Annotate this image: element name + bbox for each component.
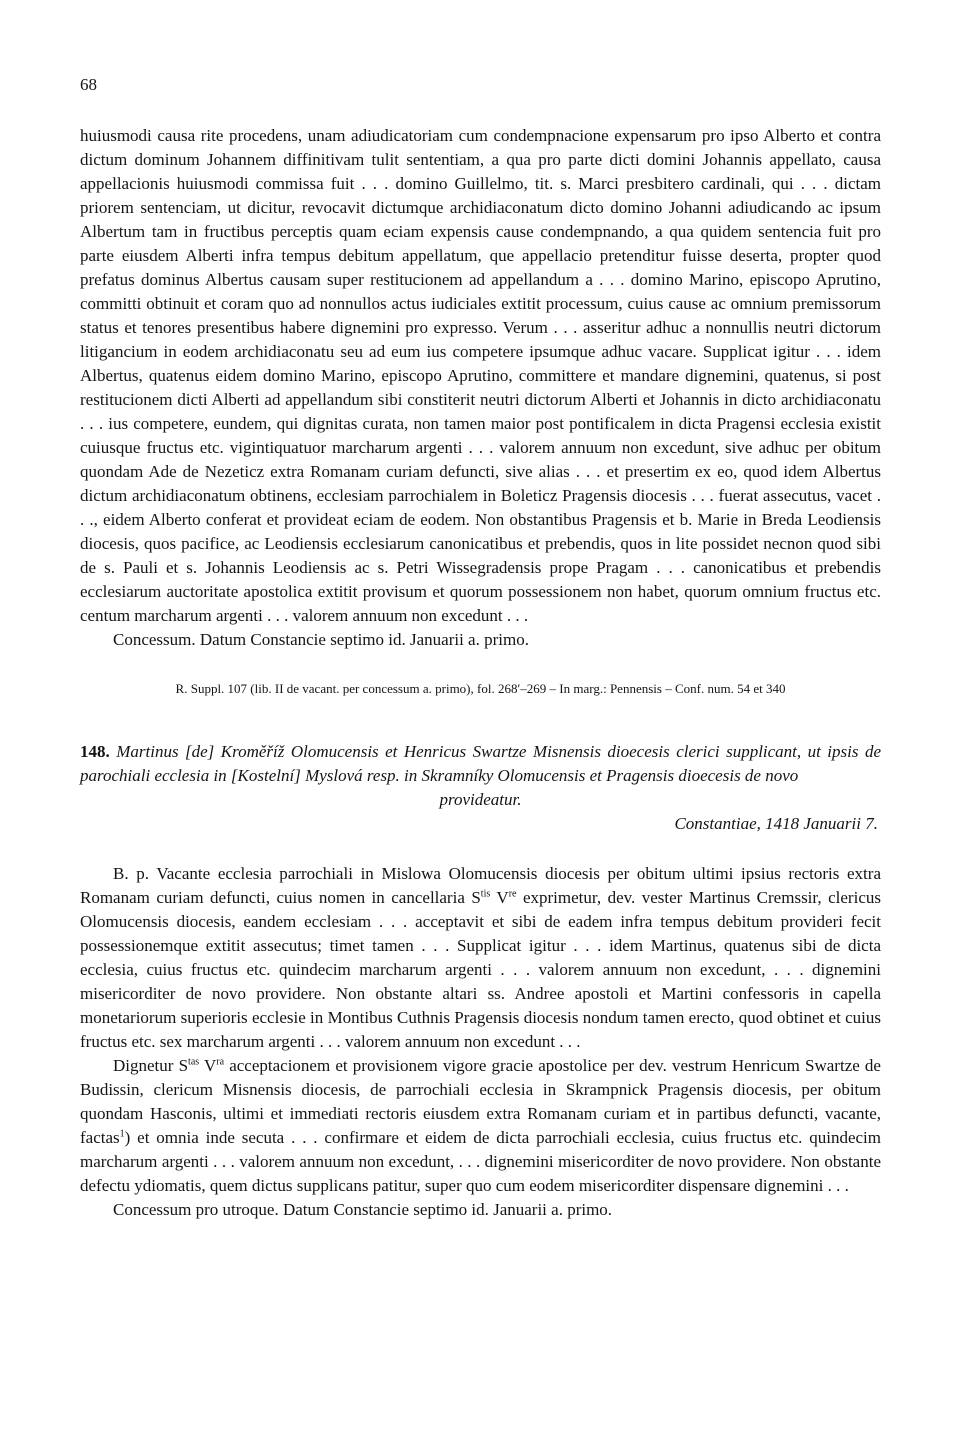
entry-heading [80,740,881,788]
entry-concessum: Concessum pro utroque. Datum Constancie septimo id. Januarii a. primo. [113,1200,613,1219]
source-note: R. Suppl. 107 (lib. II de vacant. per concessum a. primo), fol. 268′–269 – In marg.: Pennensis – Conf. num. 54 et 340 [175,681,786,696]
footnote-marker: 1 [119,1128,125,1140]
entry-paragraph-2-text-a: Dignetur S [113,1056,189,1075]
entry-paragraph-1-text-c: exprimetur, dev. vester Martinus Cremssir, clericus Olomucensis diocesis, eandem ecclesiam . . . acceptavit et sibi de eadem infra tempus debitum provideri fecit possessionemque extitit assecutus; timet tamen . . . Supplicat igitur . . . idem Martinus, quatenus sibi de dicta ecclesia, cuius fructus etc. quindecim marcharum argenti . . . valorem annuum non excedunt, . . . dignemini misericorditer de novo providere. Non obstante altari ss. Andree apostoli et Martini confessoris in capella monetariorum superioris ecclesie in Montibus Cuthnis Pragensis diocesis nondum tamen erecto, quod obtinet et cuius fructus etc. sex marcharum argenti . . . valorem annuum non excedunt . . . [80,888,881,1051]
continuation-paragraph: huiusmodi causa rite procedens, unam adiudicatoriam cum condempnacione expensarum pro ipso Alberto et contra dictum dominum Johannem diffinitivam tulit sententiam, a qua pro parte dicti domini Johannis appellato, causa appellacionis huiusmodi commissa fuit . . . domino Guillelmo, tit. s. Marci presbitero cardinali, qui . . . dictam priorem sentenciam, ut dicitur, revocavit dictumque archidiaconatum dicto domino Johanni adiudicando ac ipsum Albertum tam in fructibus perceptis quam eciam expensis cause condempnando, a qua quidem sentencia fuit pro parte eiusdem Alberti infra tempus debitum appellatum, que appellacio pretenditur fuisse deserta, propter quod prefatus dominus Albertus causam super restitucionem ad appellandum a . . . domino Marino, episcopo Aprutino, committi obtinuit et coram quo ad nonnullos actus iudiciales extitit processum, cuius cause ac omnium premissorum status et tenores presentibus habere dignemini pro expresso. Verum . . . asseritur adhuc a nonnullis neutri dictorum litigancium in eodem archidiaconatu seu ad eum ius competere ipsumque adhuc vacare. Supplicat igitur . . . idem Albertus, quatenus eidem domino Marino, episcopo Aprutino, committere et mandare dignemini, quatenus, si post restitucionem dicti Alberti ad appellandum sibi constiterit neutri dictorum Alberti et Johannis in dicto archidiaconatu . . . ius competere, eundem, qui dignitas curata, non tamen maior post pontificalem in dicta Pragensi ecclesia existit cuiusque fructus etc. vigintiquatuor marcharum argenti . . . valorem annuum non excedunt, sive adhuc per obitum quondam Ade de Nezeticz extra Romanam curiam defuncti, sive alias . . . et presertim ex eo, quod idem Albertus dictum archidiaconatum obtinens, ecclesiam parrochialem in Boleticz Pragensis diocesis . . . fuerat assecutus, vacet . . ., eidem Alberto conferat et provideat eciam de eodem. Non obstantibus Pragensis et b. Marie in Breda Leodiensis diocesis, quos pacifice, ac Leodiensis ecclesiarum canonicatibus et prebendis, quos in lite possidet necnon quod sibi de s. Pauli et s. Johannis Leodiensis ac s. Petri Wissegradensis prope Pragam . . . canonicatibus et prebendis ecclesiarum auctoritate apostolica extitit provisum et quorum possessionem non habet, quorum omnium fructus etc. centum marcharum argenti . . . valorem annuum non excedunt . . . [80,126,881,625]
entry-paragraph-1-text-b: V [490,888,509,907]
continuation-concessum: Concessum. Datum Constancie septimo id. Januarii a. primo. [113,630,529,649]
entry-summary: Martinus [de] Kroměříž Olomucensis et Henricus Swartze Misnensis dioecesis clerici supplicant, ut ipsis de parochiali ecclesia in [Kostelní] Myslová resp. in Skramníky Olomucensis et Pragensis dioecesis de novo [80,742,881,785]
entry-paragraph-1-text-a: B. p. Vacante ecclesia parrochiali in Mislowa Olomucensis diocesis per obitum ultimi ipsius rectoris extra Romanam curiam defuncti, cuius nomen in cancellaria S [80,864,881,907]
document-page [80,75,881,1222]
entry-paragraph-2 [80,1054,881,1198]
superscript: re [508,888,517,900]
superscript: tas [188,1056,200,1068]
superscript: tis [480,888,491,900]
entry-paragraph-1 [80,862,881,1054]
entry-paragraph-2-text-b: V [199,1056,217,1075]
entry-summary-end: provideatur. [439,790,522,809]
page-number: 68 [80,75,97,94]
superscript: ra [216,1056,225,1068]
entry-date: Constantiae, 1418 Januarii 7. [674,814,878,833]
entry-number: 148. [80,742,110,761]
entry-paragraph-2-text-d: ) et omnia inde secuta . . . confirmare et eidem de dicta parrochiali ecclesia, cuius fructus etc. quindecim marcharum argenti . . . valorem annuum non excedunt, . . . dignemini misericorditer de novo providere. Non obstante defectu ydiomatis, quem dictus supplicans patitur, super quo cum eodem misericorditer dispensare dignemini . . . [80,1128,881,1195]
entry-paragraph-2-text-c: acceptacionem et provisionem vigore gracie apostolice per dev. vestrum Henricum Swartze de Budissin, clericum Misnensis diocesis, de parrochiali ecclesia in Skrampnick Pragensis diocesis, per obitum quondam Hasconis, ultimi et immediati rectoris eiusdem extra Romanam curiam et in partibus defuncti, vacante, factas [80,1056,881,1147]
